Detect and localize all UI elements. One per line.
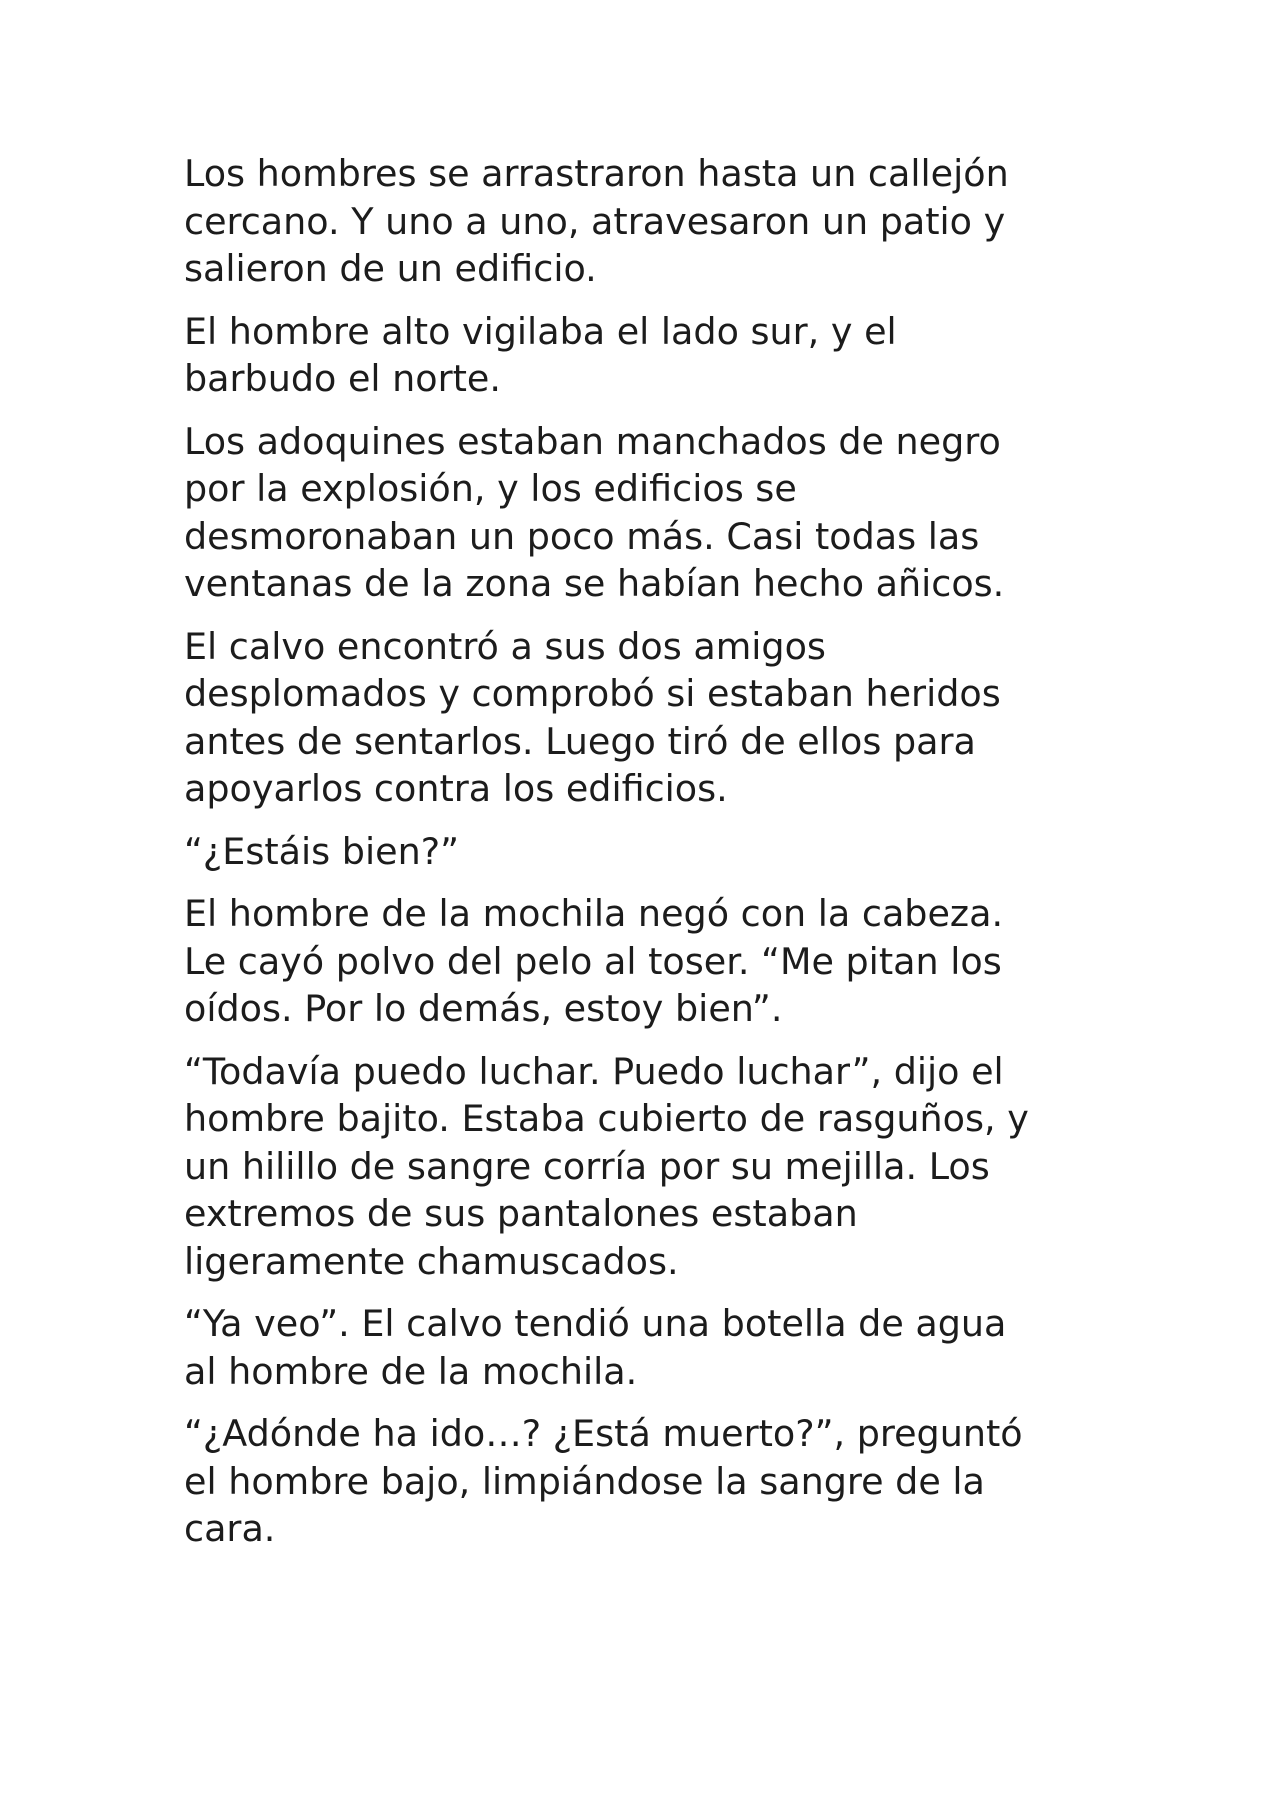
text-line: ventanas de la zona se habían hecho añicos. [184,562,1005,605]
paragraph-1 [184,150,1124,293]
text-line: el hombre bajo, limpiándose la sangre de la [184,1459,985,1503]
document-page [184,150,1124,1568]
text-line: cercano. Y uno a uno, atravesaron un patio y [184,199,1006,243]
text-line: “¿Estáis bien?” [184,829,459,873]
text-line: al hombre de la mochila. [184,1349,638,1393]
paragraph-6 [184,890,1124,1033]
paragraph-9 [184,1410,1124,1553]
text-line: salieron de un edificio. [184,247,597,290]
paragraph-7 [184,1048,1124,1286]
text-line: oídos. Por lo demás, estoy bien”. [184,987,783,1030]
text-line: desmoronaban un poco más. Casi todas las [184,514,980,558]
paragraph-3 [184,418,1124,608]
text-line: El hombre alto vigilaba el lado sur, y el [184,309,897,353]
text-line: El calvo encontró a sus dos amigos [184,624,826,668]
paragraph-4 [184,623,1124,813]
text-line: desplomados y comprobó si estaban heridos [184,672,1001,715]
text-line: por la explosión, y los edificios se [184,467,797,510]
text-line: “Todavía puedo luchar. Puedo luchar”, dijo el [184,1049,1004,1093]
text-line: “Ya veo”. El calvo tendió una botella de agua [184,1302,1007,1345]
text-line: Los adoquines estaban manchados de negro [184,419,1001,463]
text-line: “¿Adónde ha ido…? ¿Está muerto?”, preguntó [184,1412,1023,1455]
text-line: ligeramente chamuscados. [184,1239,679,1283]
text-line: antes de sentarlos. Luego tiró de ellos para [184,719,976,763]
text-line: El hombre de la mochila negó con la cabeza. [184,892,1004,935]
text-line: hombre bajito. Estaba cubierto de rasguños, y [184,1097,1029,1140]
text-line: cara. [184,1507,276,1550]
text-line: Le cayó polvo del pelo al toser. “Me pitan los [184,939,1002,983]
paragraph-8 [184,1300,1124,1395]
paragraph-2 [184,308,1124,403]
text-line: barbudo el norte. [184,357,501,400]
text-line: un hilillo de sangre corría por su mejilla. Los [184,1144,990,1188]
text-line: Los hombres se arrastraron hasta un callejón [184,152,1009,195]
text-line: apoyarlos contra los edificios. [184,767,728,810]
paragraph-5 [184,828,1124,876]
text-line: extremos de sus pantalones estaban [184,1192,858,1235]
